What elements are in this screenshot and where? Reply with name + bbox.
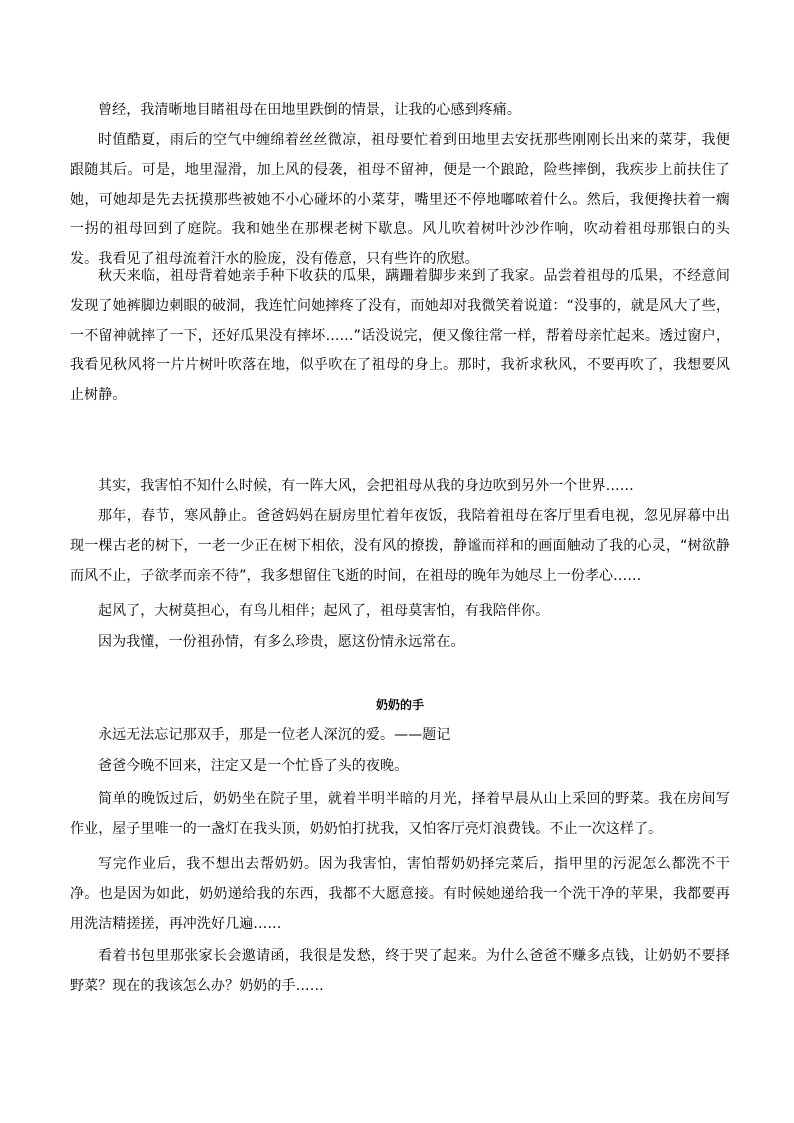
paragraph: 因为我懂，一份祖孙情，有多么珍贵，愿这份情永远常在。 [98, 634, 465, 650]
paragraph: 曾经，我清晰地目睹祖母在田地里跌倒的情景，让我的心感到疼痛。 [98, 102, 521, 118]
paragraph: 时值酷夏，雨后的空气中缠绵着丝丝微凉，祖母要忙着到田地里去安抚那些刚刚长出来的菜芽，我便跟随其后。可是，地里湿滑，加上风的侵袭，祖母不留神，便是一个踉跄，险些摔倒，我疾步上前扶住了她，可她却是先去抚摸那些被她不小心碰坏的小菜芽，嘴里还不停地嘟哝着什么。然后，我便搀扶着一瘸一拐的祖母回到了庭院。我和她坐在那棵老树下歇息。风儿吹着树叶沙沙作响，吹动着祖母那银白的头发。我看见了祖母流着汗水的脸庞，没有倦意，只有些许的欣慰。 [70, 132, 730, 268]
paragraph: 秋天来临，祖母背着她亲手种下收获的瓜果，蹒跚着脚步来到了我家。品尝着祖母的瓜果，不经意间发现了她裤脚边刺眼的破洞，我连忙问她摔疼了没有，而她却对我微笑着说道：“没事的，就是风大了些，一不留神就摔了一下，还好瓜果没有摔坏……”话没说完，便又像往常一样，帮着母亲忙起来。透过窗户，我看见秋风将一片片树叶吹落在地，似乎吹在了祖母的身上。那时，我祈求秋风，不要再吹了，我想要风止树静。 [70, 268, 730, 404]
paragraph: 简单的晚饭过后，奶奶坐在院子里，就着半明半暗的月光，择着早晨从山上采回的野菜。我在房间写作业，屋子里唯一的一盏灯在我头顶，奶奶怕打扰我，又怕客厅亮灯浪费钱。不止一次这样了。 [70, 791, 730, 837]
paragraph: 其实，我害怕不知什么时候，有一阵大风，会把祖母从我的身边吹到另外一个世界…… [98, 478, 634, 494]
paragraph: 起风了，大树莫担心，有鸟儿相伴；起风了，祖母莫害怕，有我陪伴你。 [98, 603, 550, 619]
paragraph: 永远无法忘记那双手，那是一位老人深沉的爱。——题记 [98, 727, 451, 743]
paragraph: 看着书包里那张家长会邀请函，我很是发愁，终于哭了起来。为什么爸爸不赚多点钱，让奶奶不要择野菜？现在的我该怎么办？奶奶的手…… [70, 948, 730, 994]
section-title: 奶奶的手 [375, 698, 424, 712]
paragraph: 写完作业后，我不想出去帮奶奶。因为我害怕，害怕帮奶奶择完菜后，指甲里的污泥怎么都洗不干净。也是因为如此，奶奶递给我的东西，我都不大愿意接。有时候她递给我一个洗干净的苹果，我都要再用洗洁精搓搓，再冲洗好几遍…… [70, 856, 730, 932]
paragraph: 爸爸今晚不回来，注定又是一个忙昏了头的夜晚。 [98, 758, 409, 774]
paragraph: 那年，春节，寒风静止。爸爸妈妈在厨房里忙着年夜饭，我陪着祖母在客厅里看电视，忽见屏幕中出现一棵古老的树下，一老一少正在树下相依，没有风的撩拨，静谧而祥和的画面触动了我的心灵，“树欲静而风不止，子欲孝而亲不待”，我多想留住飞逝的时间，在祖母的晚年为她尽上一份孝心…… [70, 508, 730, 584]
